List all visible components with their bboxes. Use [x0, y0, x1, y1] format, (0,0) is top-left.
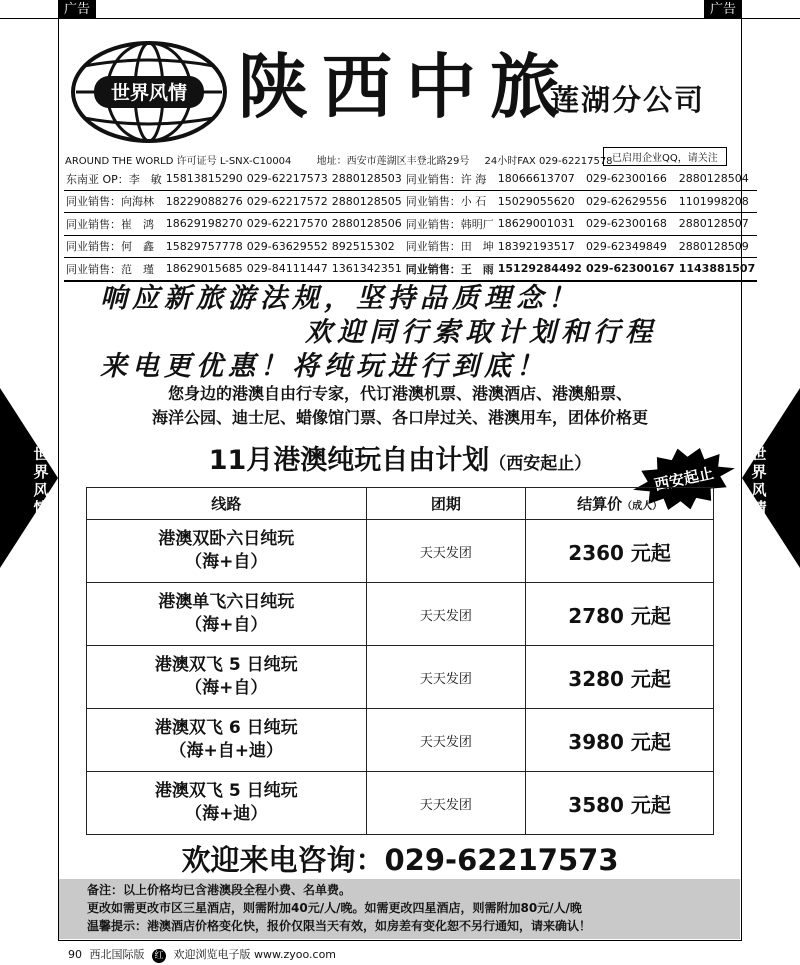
header-price: [526, 488, 714, 520]
website-link[interactable]: 欢迎浏览电子版 www.zyoo.com: [173, 948, 337, 961]
slogan-3: 来电更优惠！将纯玩进行到底！: [100, 351, 548, 382]
contact-mobile: 15829757778: [164, 235, 245, 258]
route-cell: [87, 709, 367, 772]
note-line: 温馨提示：港澳酒店价格变化快，报价仅限当天有效，如房差有变化恕不另行通知，请来确认！: [87, 919, 592, 933]
route-schedule: 天天发团: [366, 583, 526, 646]
route-schedule: 天天发团: [366, 772, 526, 835]
note-line: 更改如需更改市区三星酒店，则需附加40元/人/晚。如需更改四星酒店，则需附加80元/人/晚: [87, 901, 582, 915]
header-price-note: （成人）: [622, 501, 663, 512]
side-char: 世: [751, 445, 767, 463]
contact-mobile: 18629015685: [164, 258, 245, 281]
contact-row: [64, 168, 757, 190]
header-schedule: 团期: [366, 488, 526, 520]
route-price: 3280 元起: [526, 646, 714, 709]
contact-phone: 029-62300168: [584, 213, 677, 236]
globe-logo: [70, 40, 228, 144]
contact-name: 同业销售：韩明厂: [404, 213, 496, 236]
edition-badge: 红: [152, 949, 166, 963]
contact-phone: 029-62217572: [245, 190, 330, 213]
fax: 24小时FAX 029-62217578: [484, 156, 613, 167]
route-price: 3980 元起: [526, 709, 714, 772]
contact-qq: 2880128509: [677, 235, 758, 258]
side-char: 界: [751, 463, 767, 481]
contact-row: [64, 213, 757, 236]
page-footer: [68, 946, 336, 963]
side-char: 世: [33, 445, 49, 463]
license-en: AROUND THE WORLD: [65, 156, 174, 167]
contact-mobile: 18066613707: [496, 168, 584, 190]
side-char: 风: [751, 481, 767, 499]
routes-header-row: [87, 488, 714, 520]
plan-title-sub: （西安起止）: [489, 454, 592, 474]
header-price-label: 结算价: [577, 495, 623, 513]
slogan-1: 响应新旅游法规，坚持品质理念！: [100, 283, 580, 314]
route-sub: （海+自）: [185, 552, 268, 572]
route-row: [87, 583, 714, 646]
route-sub: （海+迪）: [185, 804, 268, 824]
qq-notice: 已启用企业QQ，请关注: [603, 147, 727, 166]
brand-name: 陕西中旅: [238, 45, 574, 128]
route-row: [87, 709, 714, 772]
contact-mobile: 18629198270: [164, 213, 245, 236]
plan-title-main: 11月港澳纯玩自由计划: [208, 445, 490, 476]
contact-name: 同业销售：崔 鸿: [64, 213, 164, 236]
contact-phone: 029-62349849: [584, 235, 677, 258]
route-schedule: 天天发团: [366, 646, 526, 709]
route-price: 2360 元起: [526, 520, 714, 583]
contact-qq: 2880128505: [330, 190, 404, 213]
contact-qq: 2880128507: [677, 213, 758, 236]
side-char: 风: [33, 481, 49, 499]
contact-name: 同业销售：何 鑫: [64, 235, 164, 258]
contact-name: 同业销售：王 雨: [404, 258, 496, 281]
description-line-2: 海洋公园、迪士尼、蜡像馆门票、各口岸过关、港澳用车，团体价格更: [151, 408, 648, 427]
contact-row: [64, 190, 757, 213]
license-line: [65, 152, 613, 167]
contact-qq: 2880128504: [677, 168, 758, 190]
route-sub: （海+自+迪）: [169, 741, 284, 761]
contact-mobile: 15129284492: [496, 258, 584, 281]
route-cell: [87, 646, 367, 709]
route-name: 港澳双飞 6 日纯玩: [154, 718, 298, 738]
license-number: 许可证号 L-SNX-C10004: [176, 156, 292, 167]
hotline: 欢迎来电咨询：029-62217573: [181, 843, 619, 877]
description-line-1: 您身边的港澳自由行专家，代订港澳机票、港澳酒店、港澳船票、: [167, 384, 632, 403]
contact-phone: 029-62300166: [584, 168, 677, 190]
contact-name: 同业销售：许 海: [404, 168, 496, 190]
route-sub: （海+自）: [185, 615, 268, 635]
contact-qq: 892515302: [330, 235, 404, 258]
contact-phone: 029-62217570: [245, 213, 330, 236]
contact-phone: 029-62300167: [584, 258, 677, 281]
contact-mobile: 18392193517: [496, 235, 584, 258]
contact-qq: 2880128506: [330, 213, 404, 236]
contact-mobile: 15029055620: [496, 190, 584, 213]
contact-name: 同业销售：田 坤: [404, 235, 496, 258]
route-schedule: 天天发团: [366, 520, 526, 583]
route-row: [87, 520, 714, 583]
logo-text: 世界风情: [110, 82, 187, 104]
note-line: 备注：以上价格均已含港澳段全程小费、名单费。: [87, 883, 352, 897]
route-price: 3580 元起: [526, 772, 714, 835]
contact-qq: 1101998208: [677, 190, 758, 213]
route-price: 2780 元起: [526, 583, 714, 646]
route-name: 港澳单飞六日纯玩: [158, 592, 295, 612]
route-cell: [87, 583, 367, 646]
contacts-table: [64, 168, 757, 282]
page-number: 90: [68, 948, 82, 961]
address: 地址：西安市莲湖区丰登北路29号: [316, 156, 470, 167]
ad-tag-right: 广告: [704, 0, 742, 19]
stamp-text: 西安起止: [652, 463, 716, 495]
contact-name: 同业销售：小 石: [404, 190, 496, 213]
contact-phone: 029-63629552: [245, 235, 330, 258]
contact-qq: 1143881507: [677, 258, 758, 281]
side-char: 情: [33, 499, 49, 517]
route-cell: [87, 772, 367, 835]
side-char: 情: [751, 499, 767, 517]
route-name: 港澳双飞 5 日纯玩: [154, 781, 298, 801]
contact-name: 同业销售：向海林: [64, 190, 164, 213]
plan-title: [120, 438, 680, 477]
contact-phone: 029-62217573: [245, 168, 330, 190]
route-row: [87, 646, 714, 709]
header-route: 线路: [87, 488, 367, 520]
ad-tag-left: 广告: [58, 0, 96, 19]
slogan-2: 欢迎同行索取计划和行程: [305, 317, 657, 348]
side-char: 界: [33, 463, 49, 481]
route-name: 港澳双卧六日纯玩: [158, 529, 295, 549]
contact-phone: 029-62629556: [584, 190, 677, 213]
contact-mobile: 18629001031: [496, 213, 584, 236]
route-name: 港澳双飞 5 日纯玩: [154, 655, 298, 675]
contact-name: 同业销售：范 瑾: [64, 258, 164, 281]
contact-mobile: 15813815290: [164, 168, 245, 190]
route-schedule: 天天发团: [366, 709, 526, 772]
contact-name: 东南亚 OP：李 敏: [64, 168, 164, 190]
brand-branch: 莲湖分公司: [550, 83, 706, 117]
side-label-right: [744, 445, 774, 517]
contact-qq: 2880128503: [330, 168, 404, 190]
route-cell: [87, 520, 367, 583]
contact-mobile: 18229088276: [164, 190, 245, 213]
routes-table: [86, 487, 714, 835]
route-row: [87, 772, 714, 835]
contact-phone: 029-84111447: [245, 258, 330, 281]
side-label-left: [26, 445, 56, 517]
edition: 西北国际版: [89, 948, 145, 961]
contact-row: [64, 235, 757, 258]
route-sub: （海+自）: [185, 678, 268, 698]
contact-qq: 1361342351: [330, 258, 404, 281]
notes-box: [59, 879, 740, 939]
